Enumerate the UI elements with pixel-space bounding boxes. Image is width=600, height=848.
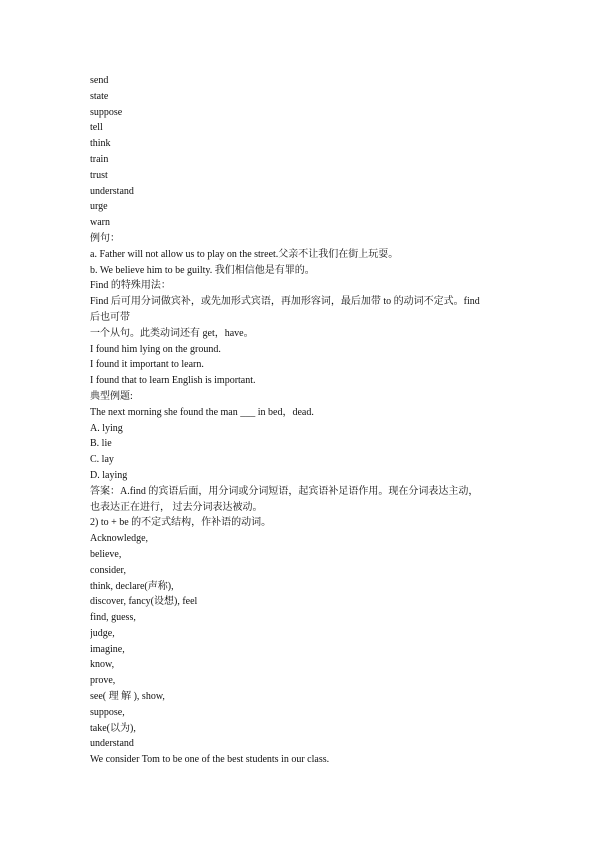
example-sentence: b. We believe him to be guilty. 我们相信他是有罪的。 — [90, 264, 315, 276]
text-line: judge, — [90, 627, 115, 639]
text-line: imagine, — [90, 643, 125, 655]
answer-option: B. lie — [90, 438, 112, 450]
text-line: understand — [90, 738, 134, 750]
text-line: Find 后可用分词做宾补，或先加形式宾语，再加形容词，最后加带 to 的动词不定式。find — [90, 296, 480, 308]
section-heading: 例句： — [90, 232, 120, 244]
text-line: see( 理 解 ), show, — [90, 691, 165, 703]
example-sentence: We consider Tom to be one of the best students in our class. — [90, 754, 330, 766]
document-body — [90, 73, 520, 768]
text-line: train — [90, 153, 109, 165]
text-line: tell — [90, 122, 103, 134]
text-line: find, guess, — [90, 612, 136, 624]
section-heading: Find 的特殊用法： — [90, 280, 171, 292]
text-line: think, declare(声称), — [90, 580, 174, 592]
text-line: 一个从句。此类动词还有 get，have。 — [90, 327, 254, 339]
text-line: suppose, — [90, 706, 125, 718]
text-line: suppose — [90, 106, 123, 118]
answer-explanation: 也表达正在进行， 过去分词表达被动。 — [90, 501, 263, 513]
text-line: consider, — [90, 564, 126, 576]
text-line: urge — [90, 201, 108, 213]
text-line: state — [90, 90, 109, 102]
text-line: trust — [90, 169, 108, 181]
answer-option: A. lying — [90, 422, 123, 434]
text-line: know, — [90, 659, 115, 671]
question-text: The next morning she found the man ___ in bed，dead. — [90, 406, 314, 418]
text-line: 后也可带 — [90, 311, 130, 323]
text-line: warn — [90, 217, 110, 229]
example-sentence: a. Father will not allow us to play on the street.父亲不让我们在街上玩耍。 — [90, 248, 399, 260]
text-line: think — [90, 138, 111, 150]
text-line: believe, — [90, 548, 122, 560]
text-line: send — [90, 75, 109, 86]
section-heading: 2) to + be 的不定式结构，作补语的动词。 — [90, 517, 272, 529]
example-sentence: I found him lying on the ground. — [90, 343, 221, 355]
text-line: understand — [90, 185, 134, 197]
text-line: take(以为), — [90, 722, 136, 734]
answer-option: C. lay — [90, 454, 114, 466]
answer-option: D. laying — [90, 469, 128, 481]
example-sentence: I found that to learn English is important. — [90, 375, 256, 387]
section-heading: 典型例题: — [90, 390, 133, 402]
text-line: Acknowledge, — [90, 533, 149, 545]
text-line: discover, fancy(设想), feel — [90, 596, 198, 608]
text-line: prove, — [90, 675, 116, 687]
example-sentence: I found it important to learn. — [90, 359, 204, 371]
answer-explanation: 答案：A.find 的宾语后面，用分词或分词短语，起宾语补足语作用。现在分词表达主动， — [90, 485, 479, 497]
